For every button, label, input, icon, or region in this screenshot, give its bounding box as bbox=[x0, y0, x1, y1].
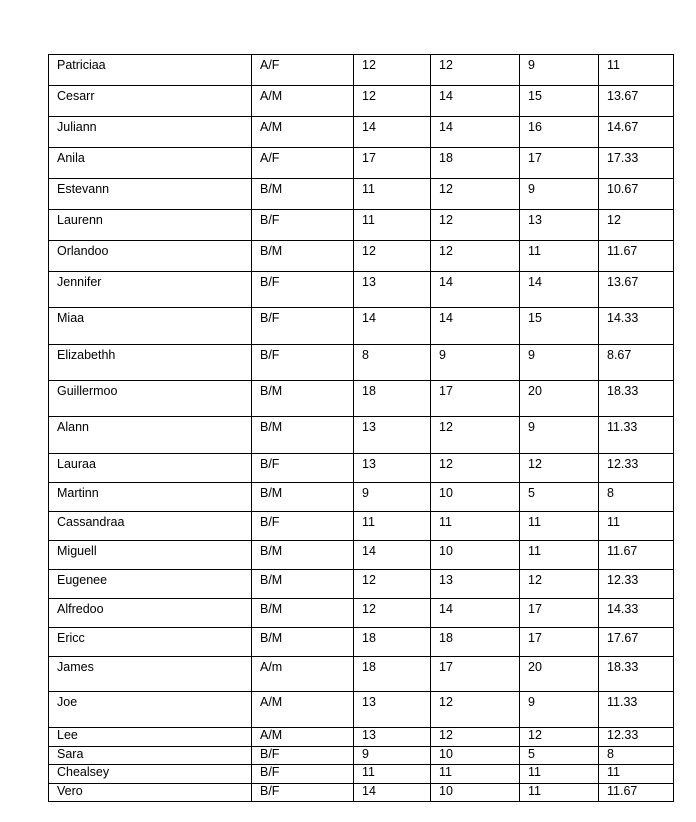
table-row bbox=[49, 483, 674, 512]
score-1-cell: 14 bbox=[354, 784, 431, 802]
group-cell: B/F bbox=[252, 512, 354, 541]
average-cell: 10.67 bbox=[599, 179, 674, 210]
group-cell: B/M bbox=[252, 541, 354, 570]
average-cell: 14.33 bbox=[599, 599, 674, 628]
score-3-cell: 20 bbox=[520, 657, 599, 692]
score-2-cell: 9 bbox=[431, 345, 520, 381]
name-cell: Alann bbox=[49, 417, 252, 454]
score-2-cell: 12 bbox=[431, 728, 520, 747]
score-3-cell: 5 bbox=[520, 483, 599, 512]
grades-table-body bbox=[49, 55, 674, 802]
score-3-cell: 11 bbox=[520, 784, 599, 802]
name-cell: Patriciaa bbox=[49, 55, 252, 86]
table-row bbox=[49, 784, 674, 802]
score-3-cell: 12 bbox=[520, 454, 599, 483]
score-1-cell: 12 bbox=[354, 570, 431, 599]
score-3-cell: 12 bbox=[520, 728, 599, 747]
score-1-cell: 13 bbox=[354, 417, 431, 454]
score-2-cell: 18 bbox=[431, 148, 520, 179]
group-cell: B/F bbox=[252, 747, 354, 765]
name-cell: Joe bbox=[49, 692, 252, 728]
score-3-cell: 17 bbox=[520, 599, 599, 628]
score-1-cell: 13 bbox=[354, 272, 431, 308]
name-cell: Vero bbox=[49, 784, 252, 802]
average-cell: 11.67 bbox=[599, 784, 674, 802]
score-1-cell: 13 bbox=[354, 728, 431, 747]
score-1-cell: 13 bbox=[354, 454, 431, 483]
name-cell: Jennifer bbox=[49, 272, 252, 308]
name-cell: Cesarr bbox=[49, 86, 252, 117]
score-1-cell: 17 bbox=[354, 148, 431, 179]
score-2-cell: 12 bbox=[431, 692, 520, 728]
average-cell: 11.33 bbox=[599, 417, 674, 454]
score-3-cell: 20 bbox=[520, 381, 599, 417]
score-3-cell: 9 bbox=[520, 345, 599, 381]
score-1-cell: 18 bbox=[354, 381, 431, 417]
group-cell: B/M bbox=[252, 417, 354, 454]
table-row bbox=[49, 345, 674, 381]
group-cell: B/M bbox=[252, 381, 354, 417]
score-1-cell: 11 bbox=[354, 765, 431, 784]
name-cell: Ericc bbox=[49, 628, 252, 657]
table-row bbox=[49, 272, 674, 308]
group-cell: B/F bbox=[252, 765, 354, 784]
score-1-cell: 8 bbox=[354, 345, 431, 381]
group-cell: B/M bbox=[252, 570, 354, 599]
name-cell: James bbox=[49, 657, 252, 692]
name-cell: Lee bbox=[49, 728, 252, 747]
average-cell: 8.67 bbox=[599, 345, 674, 381]
name-cell: Guillermoo bbox=[49, 381, 252, 417]
table-row bbox=[49, 55, 674, 86]
score-1-cell: 11 bbox=[354, 210, 431, 241]
group-cell: A/M bbox=[252, 728, 354, 747]
score-3-cell: 16 bbox=[520, 117, 599, 148]
score-2-cell: 11 bbox=[431, 765, 520, 784]
score-2-cell: 14 bbox=[431, 86, 520, 117]
score-3-cell: 17 bbox=[520, 628, 599, 657]
table-row bbox=[49, 117, 674, 148]
group-cell: A/M bbox=[252, 117, 354, 148]
table-row bbox=[49, 308, 674, 345]
score-2-cell: 12 bbox=[431, 210, 520, 241]
score-3-cell: 11 bbox=[520, 765, 599, 784]
group-cell: A/M bbox=[252, 86, 354, 117]
average-cell: 8 bbox=[599, 483, 674, 512]
average-cell: 11 bbox=[599, 55, 674, 86]
grades-table bbox=[48, 54, 674, 802]
table-row bbox=[49, 692, 674, 728]
score-3-cell: 9 bbox=[520, 692, 599, 728]
score-2-cell: 14 bbox=[431, 117, 520, 148]
score-3-cell: 15 bbox=[520, 86, 599, 117]
score-2-cell: 10 bbox=[431, 784, 520, 802]
group-cell: A/F bbox=[252, 148, 354, 179]
group-cell: B/M bbox=[252, 628, 354, 657]
score-3-cell: 11 bbox=[520, 512, 599, 541]
score-3-cell: 13 bbox=[520, 210, 599, 241]
group-cell: B/M bbox=[252, 179, 354, 210]
table-row bbox=[49, 599, 674, 628]
score-1-cell: 12 bbox=[354, 55, 431, 86]
name-cell: Martinn bbox=[49, 483, 252, 512]
score-1-cell: 11 bbox=[354, 512, 431, 541]
name-cell: Alfredoo bbox=[49, 599, 252, 628]
score-3-cell: 5 bbox=[520, 747, 599, 765]
average-cell: 11 bbox=[599, 512, 674, 541]
group-cell: B/F bbox=[252, 784, 354, 802]
average-cell: 13.67 bbox=[599, 86, 674, 117]
name-cell: Laurenn bbox=[49, 210, 252, 241]
group-cell: B/F bbox=[252, 454, 354, 483]
group-cell: B/F bbox=[252, 210, 354, 241]
score-1-cell: 14 bbox=[354, 541, 431, 570]
score-1-cell: 12 bbox=[354, 86, 431, 117]
group-cell: B/M bbox=[252, 599, 354, 628]
score-3-cell: 14 bbox=[520, 272, 599, 308]
name-cell: Orlandoo bbox=[49, 241, 252, 272]
score-2-cell: 12 bbox=[431, 55, 520, 86]
table-row bbox=[49, 765, 674, 784]
name-cell: Miguell bbox=[49, 541, 252, 570]
score-1-cell: 9 bbox=[354, 747, 431, 765]
score-3-cell: 11 bbox=[520, 541, 599, 570]
name-cell: Sara bbox=[49, 747, 252, 765]
table-row bbox=[49, 454, 674, 483]
score-1-cell: 13 bbox=[354, 692, 431, 728]
group-cell: B/F bbox=[252, 308, 354, 345]
average-cell: 12.33 bbox=[599, 570, 674, 599]
group-cell: A/F bbox=[252, 55, 354, 86]
name-cell: Anila bbox=[49, 148, 252, 179]
score-2-cell: 17 bbox=[431, 657, 520, 692]
score-1-cell: 12 bbox=[354, 599, 431, 628]
table-row bbox=[49, 570, 674, 599]
table-row bbox=[49, 628, 674, 657]
average-cell: 18.33 bbox=[599, 657, 674, 692]
average-cell: 18.33 bbox=[599, 381, 674, 417]
average-cell: 17.67 bbox=[599, 628, 674, 657]
score-2-cell: 13 bbox=[431, 570, 520, 599]
score-1-cell: 14 bbox=[354, 117, 431, 148]
score-3-cell: 12 bbox=[520, 570, 599, 599]
score-3-cell: 9 bbox=[520, 417, 599, 454]
score-3-cell: 17 bbox=[520, 148, 599, 179]
table-row bbox=[49, 728, 674, 747]
score-2-cell: 12 bbox=[431, 454, 520, 483]
score-2-cell: 10 bbox=[431, 541, 520, 570]
table-row bbox=[49, 747, 674, 765]
score-3-cell: 9 bbox=[520, 179, 599, 210]
table-row bbox=[49, 381, 674, 417]
score-1-cell: 12 bbox=[354, 241, 431, 272]
score-2-cell: 17 bbox=[431, 381, 520, 417]
group-cell: A/M bbox=[252, 692, 354, 728]
average-cell: 14.33 bbox=[599, 308, 674, 345]
name-cell: Chealsey bbox=[49, 765, 252, 784]
name-cell: Estevann bbox=[49, 179, 252, 210]
average-cell: 13.67 bbox=[599, 272, 674, 308]
table-row bbox=[49, 541, 674, 570]
group-cell: B/M bbox=[252, 483, 354, 512]
name-cell: Elizabethh bbox=[49, 345, 252, 381]
score-2-cell: 14 bbox=[431, 272, 520, 308]
score-2-cell: 12 bbox=[431, 417, 520, 454]
score-2-cell: 10 bbox=[431, 747, 520, 765]
group-cell: B/F bbox=[252, 345, 354, 381]
name-cell: Cassandraa bbox=[49, 512, 252, 541]
name-cell: Miaa bbox=[49, 308, 252, 345]
average-cell: 12.33 bbox=[599, 728, 674, 747]
group-cell: B/F bbox=[252, 272, 354, 308]
score-2-cell: 10 bbox=[431, 483, 520, 512]
score-1-cell: 18 bbox=[354, 657, 431, 692]
average-cell: 8 bbox=[599, 747, 674, 765]
table-row bbox=[49, 417, 674, 454]
table-row bbox=[49, 657, 674, 692]
average-cell: 11 bbox=[599, 765, 674, 784]
score-2-cell: 12 bbox=[431, 179, 520, 210]
score-2-cell: 12 bbox=[431, 241, 520, 272]
average-cell: 12.33 bbox=[599, 454, 674, 483]
table-row bbox=[49, 86, 674, 117]
table-row bbox=[49, 148, 674, 179]
table-row bbox=[49, 241, 674, 272]
score-2-cell: 18 bbox=[431, 628, 520, 657]
average-cell: 11.33 bbox=[599, 692, 674, 728]
table-row bbox=[49, 512, 674, 541]
average-cell: 14.67 bbox=[599, 117, 674, 148]
score-1-cell: 11 bbox=[354, 179, 431, 210]
average-cell: 12 bbox=[599, 210, 674, 241]
score-3-cell: 9 bbox=[520, 55, 599, 86]
name-cell: Lauraa bbox=[49, 454, 252, 483]
score-3-cell: 11 bbox=[520, 241, 599, 272]
table-row bbox=[49, 179, 674, 210]
score-1-cell: 9 bbox=[354, 483, 431, 512]
score-1-cell: 14 bbox=[354, 308, 431, 345]
score-3-cell: 15 bbox=[520, 308, 599, 345]
average-cell: 11.67 bbox=[599, 241, 674, 272]
score-2-cell: 11 bbox=[431, 512, 520, 541]
group-cell: A/m bbox=[252, 657, 354, 692]
name-cell: Juliann bbox=[49, 117, 252, 148]
table-row bbox=[49, 210, 674, 241]
score-2-cell: 14 bbox=[431, 599, 520, 628]
average-cell: 11.67 bbox=[599, 541, 674, 570]
group-cell: B/M bbox=[252, 241, 354, 272]
name-cell: Eugenee bbox=[49, 570, 252, 599]
score-2-cell: 14 bbox=[431, 308, 520, 345]
average-cell: 17.33 bbox=[599, 148, 674, 179]
score-1-cell: 18 bbox=[354, 628, 431, 657]
